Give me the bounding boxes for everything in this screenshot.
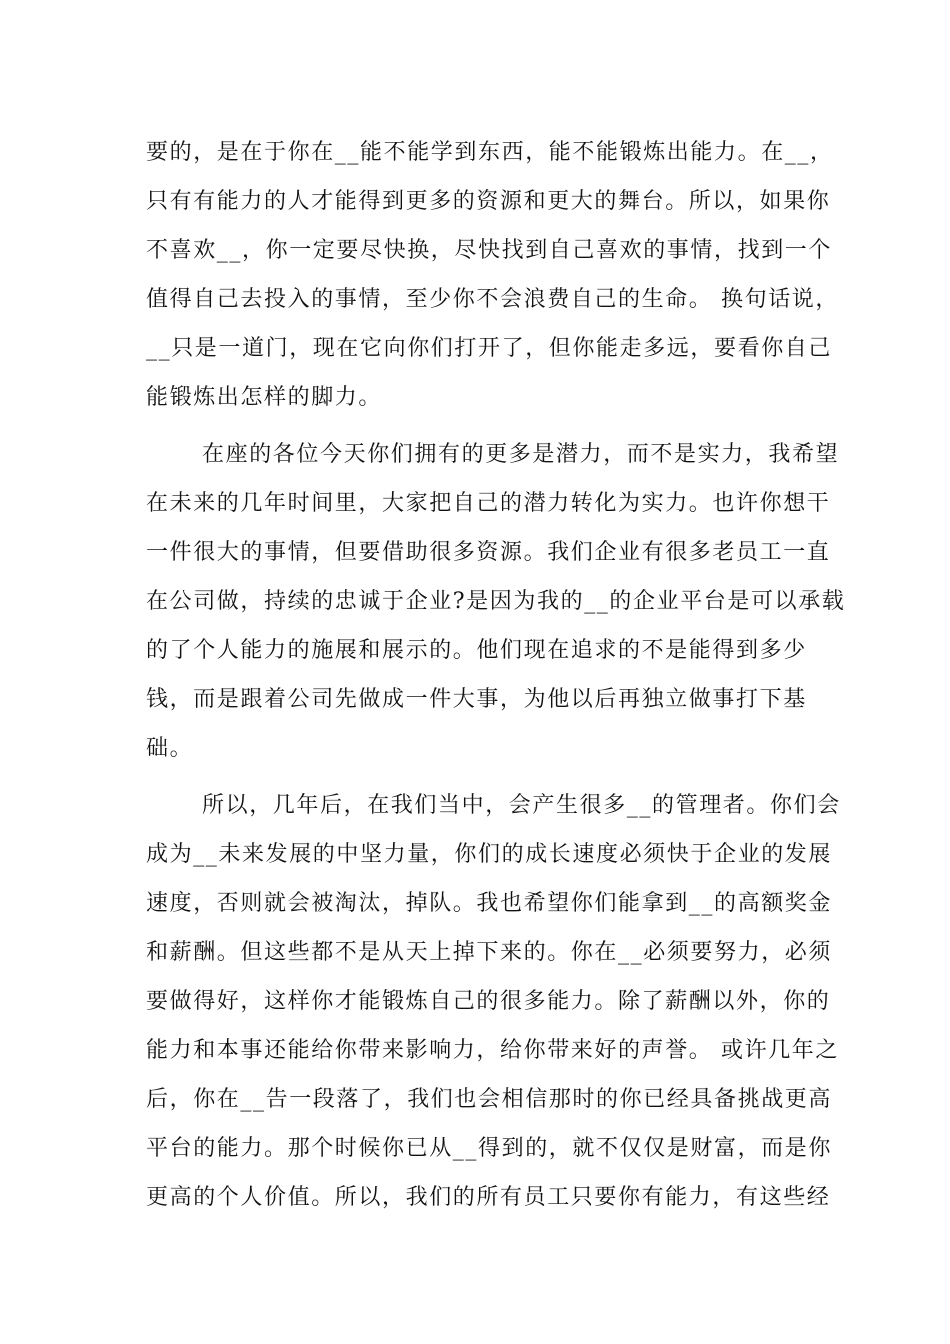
paragraph-3 <box>146 781 841 1222</box>
text-line: 后，你在__告一段落了，我们也会相信那时的你已经具备挑战更高 <box>146 1087 833 1112</box>
text-line: 所以，几年后，在我们当中，会产生很多__的管理者。你们会 <box>202 793 841 818</box>
text-line: 能力和本事还能给你带来影响力，给你带来好的声誉。 或许几年之 <box>146 1038 839 1063</box>
text-line: 能锻炼出怎样的脚力。 <box>146 385 383 410</box>
text-line: 在未来的几年时间里，大家把自己的潜力转化为实力。也许你想干 <box>146 491 831 516</box>
text-line: 一件很大的事情，但要借助很多资源。我们企业有很多老员工一直 <box>146 540 831 565</box>
text-line: 础。 <box>146 736 194 761</box>
text-line: 的了个人能力的施展和展示的。他们现在追求的不是能得到多少 <box>146 638 807 663</box>
text-line: 速度，否则就会被淘汰，掉队。我也希望你们能拿到__的高额奖金 <box>146 891 833 916</box>
paragraph-2 <box>146 430 846 773</box>
text-line: 要做得好，这样你才能锻炼自己的很多能力。除了薪酬以外，你的 <box>146 989 831 1014</box>
paragraph-1 <box>146 128 839 422</box>
text-line: 值得自己去投入的事情，至少你不会浪费自己的生命。 换句话说， <box>146 287 839 312</box>
text-line: 成为__未来发展的中坚力量，你们的成长速度必须快于企业的发展 <box>146 842 833 867</box>
text-line: 和薪酬。但这些都不是从天上掉下来的。你在__必须要努力，必须 <box>146 940 833 965</box>
text-line: 不喜欢__，你一定要尽快换，尽快找到自己喜欢的事情，找到一个 <box>146 238 833 263</box>
text-line: 更高的个人价值。所以，我们的所有员工只要你有能力，有这些经 <box>146 1185 831 1210</box>
text-line: 钱，而是跟着公司先做成一件大事，为他以后再独立做事打下基 <box>146 687 807 712</box>
text-line: 平台的能力。那个时候你已从__得到的，就不仅仅是财富，而是你 <box>146 1136 833 1161</box>
document-body <box>146 128 846 1222</box>
text-line: 只有有能力的人才能得到更多的资源和更大的舞台。所以，如果你 <box>146 189 831 214</box>
text-line: 在座的各位今天你们拥有的更多是潜力，而不是实力，我希望 <box>202 442 840 467</box>
text-line: 要的，是在于你在__能不能学到东西，能不能锻炼出能力。在__， <box>146 140 834 165</box>
text-line: 在公司做，持续的忠诚于企业?是因为我的__的企业平台是可以承载 <box>146 589 846 614</box>
text-line: __只是一道门，现在它向你们打开了，但你能走多远，要看你自己 <box>146 336 833 361</box>
